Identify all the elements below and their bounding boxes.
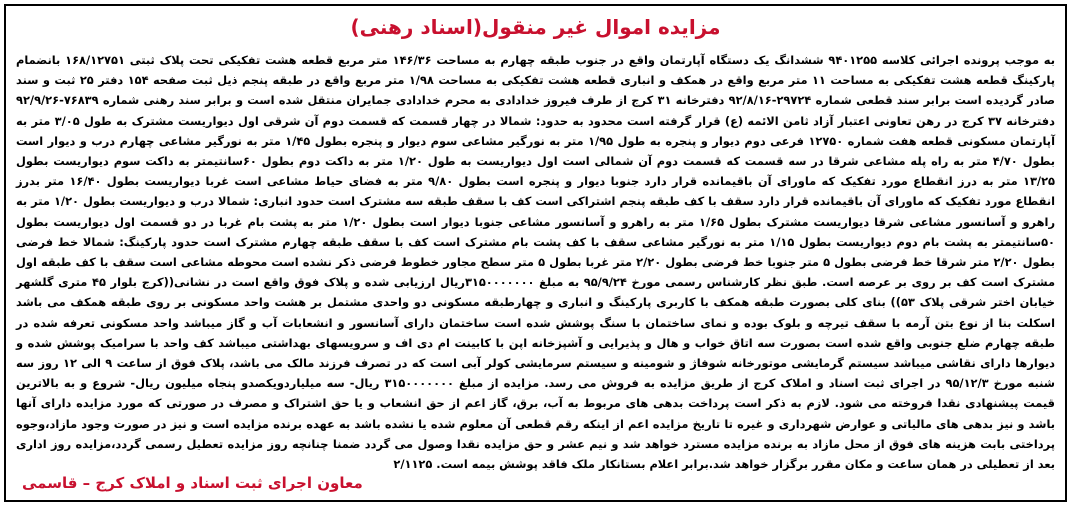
notice-title: مزایده اموال غیر منقول(اسناد رهنی)	[350, 15, 721, 39]
auction-notice	[4, 4, 1067, 502]
notice-signature: معاون اجرای ثبت اسناد و املاک کرج – قاسمی	[22, 474, 363, 492]
notice-body: به موجب پرونده اجرائی کلاسه ۹۴۰۱۲۵۵ ششدانگ یک دستگاه آپارتمان واقع در جنوب طبقه چهارم به مساحت ۱۴۶/۳۶ متر مربع قطعه هشت تفکیکی تحت پلاک ثبتی ۱۶۸/۱۲۷۵۱ بانضمام پارکینگ قطعه هشت تفکیکی به مساحت ۱۱ متر مربع واقع در همکف و انباری قطعه هشت تفکیکی به مساحت ۱/۹۸ متر مربع واقع در طبقه پنجم ذیل ثبت صفحه ۱۵۴ دفتر ۲۵ ثبت و سند صادر گردیده است برابر سند قطعی شماره ۲۹۷۲۴-۹۲/۸/۱۶ دفترخانه ۳۱ کرج از طرف فیروز خدادادی به محرم خدادادی جمایران منتقل شده است و برابر سند رهنی شماره ۷۶۸۳۹-۹۲/۹/۲۶ دفترخانه ۳۷ کرج در رهن تعاونی اعتبار آزاد ثامن الائمه (ع) قرار گرفته است محدود به حدود: شمالا در چهار قسمت که قسمت دوم آن شرقی اول دیواریست مشترک به طول ۳/۰۵ متر به آپارتمان مسکونی قطعه هفت شماره ۱۲۷۵۰ فرعی دوم دیوار و پنجره به طول ۱/۹۵ متر به نورگیر مشاعی سوم دیوار و پنجره بطول ۱/۴۵ متر به نورگیر مشاعی چهارم درب و دیوار است بطول ۴/۷۰ متر به راه پله مشاعی شرقا در سه قسمت که قسمت دوم آن شمالی است اول دیواریست به طول ۱/۲۰ متر به داکت دوم بطول ۶۰سانتیمتر به داکت سوم دیواریست بطول ۱۳/۲۵ متر به درز انقطاع مورد تفکیک که ماورای آن باقیمانده قرار دارد جنوبا دیوار و پنجره است بطول ۹/۸۰ متر به فضای حیاط مشاعی است غربا دیواریست بطول ۱۶/۴۰ متر بدرز انقطاع مورد تفکیک که ماورای آن باقیمانده قرار دارد سقف با کف طبقه پنجم اشتراکی است کف با سقف طبقه سه مشترک است حدود انباری: شمالا درب و دیواریست بطول ۱/۲۰ متر به راهرو و آسانسور مشاعی شرقا دیواریست مشترک بطول ۱/۶۵ متر به راهرو و آسانسور مشاعی جنوبا دیوار است بطول ۱/۲۰ متر به پشت بام غربا در دو قسمت اول دیواریست بطول ۵۰سانتیمتر به پشت بام دوم دیواریست بطول ۱/۱۵ متر به نورگیر مشاعی سقف با کف پشت بام مشترک است کف با سقف طبقه چهارم مشترک است حدود پارکینگ: شمالا خط فرضی بطول ۲/۲۰ متر شرقا خط فرضی بطول ۵ متر جنوبا خط فرضی بطول ۲/۲۰ متر غربا بطول ۵ متر سطح مجاور خطوط فرضی ذکر نشده است محوطه مشاعی است سقف با کف طبقه اول مشترک است کف بر روی بر عرصه است. طبق نظر کارشناس رسمی مورخ ۹۵/۹/۲۴ به مبلغ ۳۱۵۰۰۰۰۰۰۰ریال ارزیابی شده و پلاک فوق واقع است در نشانی((کرج بلوار ۴۵ متری گلشهر خیابان اختر شرقی پلاک ۵۳)) بنای کلی بصورت طبقه همکف با کاربری پارکینگ و انباری و چهارطبقه مسکونی دو واحدی مشتمل بر هشت واحد مسکونی بر روی طبقه همکف می باشد اسکلت بنا از نوع بتن آرمه با سقف تیرچه و بلوک بوده و نمای ساختمان با سنگ پوشش شده است ساختمان دارای آسانسور و انشعابات آب و گاز میباشد واحد مسکونی تعرفه شده در طبقه چهارم ضلع جنوبی واقع شده است بصورت سه اتاق خواب و هال و پذیرایی و آشپزخانه اپن با کابینت ام دی اف و سرویسهای بهداشتی میباشد کف واحد با سرامیک پوشش شده و دیوارها دارای نقاشی میباشد سیستم گرمایشی موتورخانه شوفاژ و شومینه و سیستم سرمایشی کولر آبی است که در تصرف فرزند مالک می باشد، پلاک فوق از ساعت ۹ الی ۱۲ روز سه شنبه مورخ ۹۵/۱۲/۳ در اجرای ثبت اسناد و املاک کرج از طریق مزایده به فروش می رسد. مزایده از مبلغ ۳۱۵۰۰۰۰۰۰۰ ریال- سه میلیاردویکصدو پنجاه میلیون ریال- شروع و به بالاترین قیمت پیشنهادی نقدا فروخته می شود. لازم به ذکر است پرداخت بدهی های مربوط به آب، برق، گاز اعم از حق انشعاب و یا حق اشتراک و مصرف در صورتی که مورد مزایده دارای آنها باشد و نیز بدهی های مالیاتی و عوارض شهرداری و غیره تا تاریخ مزایده اعم از اینکه رقم قطعی آن معلوم شده یا نشده باشد به عهده برنده مزایده است و نیز در صورت وجود مازاد،وجوه پرداختی بابت هزینه های فوق از محل مازاد به برنده مزایده مسترد خواهد شد و نیم عشر و حق مزایده نقدا وصول می گردد ضمنا چنانچه روز مزایده تعطیل رسمی گردد،مزایده روز اداری بعد از تعطیلی در همان ساعت و مکان مقرر برگزار خواهد شد.برابر اعلام بستانکار ملک فاقد پوشش بیمه است. ۲/۱۱۲۵	[16, 53, 1056, 472]
